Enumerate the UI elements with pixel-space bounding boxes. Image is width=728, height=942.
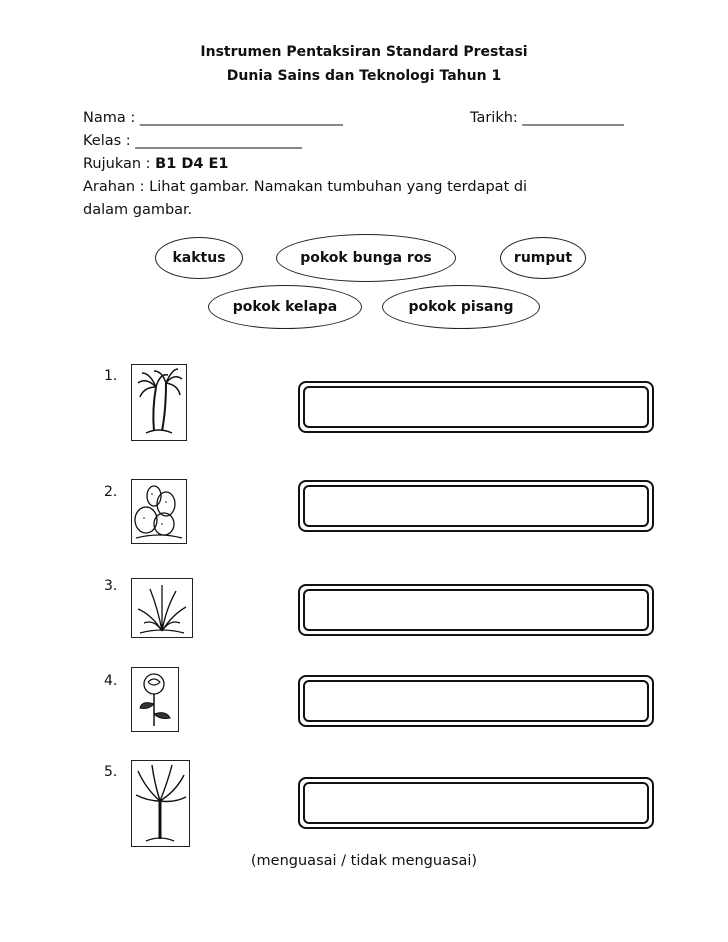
arahan-line-2: dalam gambar. [83,202,193,218]
answer-box-2[interactable] [298,480,654,532]
word-bank-rumput [500,237,586,279]
title-line-2: Dunia Sains dan Teknologi Tahun 1 [226,68,502,84]
coconut-tree-icon [131,364,187,441]
answer-box-1[interactable] [298,381,654,433]
word-label: pokok pisang [408,299,514,315]
rujukan-line [83,156,229,172]
answer-box-5[interactable] [298,777,654,829]
word-bank-kaktus [155,237,243,279]
word-label: rumput [513,250,573,266]
title-line-1: Instrumen Pentaksiran Standard Prestasi [200,44,528,60]
rose-icon [131,667,179,732]
arahan-line-1: Arahan : Lihat gambar. Namakan tumbuhan yang terdapat di [83,179,528,195]
banana-tree-icon [131,760,190,847]
assessment-status: (menguasai / tidak menguasai) [250,853,478,869]
answer-box-3[interactable] [298,584,654,636]
word-bank-pokok-pisang [382,285,540,329]
grass-icon [131,578,193,638]
tarikh-field: Tarikh: ______________ [470,110,624,126]
cactus-icon [131,479,187,544]
word-label: kaktus [172,250,226,266]
question-number: 5. [104,764,118,780]
word-bank-pokok-bunga-ros [276,234,456,282]
word-bank-pokok-kelapa [208,285,362,329]
word-label: pokok kelapa [232,299,338,315]
nama-field: Nama : ____________________________ [83,110,343,126]
answer-box-4[interactable] [298,675,654,727]
rujukan-code: B1 D4 E1 [155,156,229,172]
kelas-field: Kelas : _______________________ [83,133,303,149]
question-number: 4. [104,673,118,689]
word-label: pokok bunga ros [300,250,432,266]
question-number: 3. [104,578,118,594]
rujukan-label: Rujukan : [83,156,156,172]
question-number: 2. [104,484,118,500]
question-number: 1. [104,368,118,384]
